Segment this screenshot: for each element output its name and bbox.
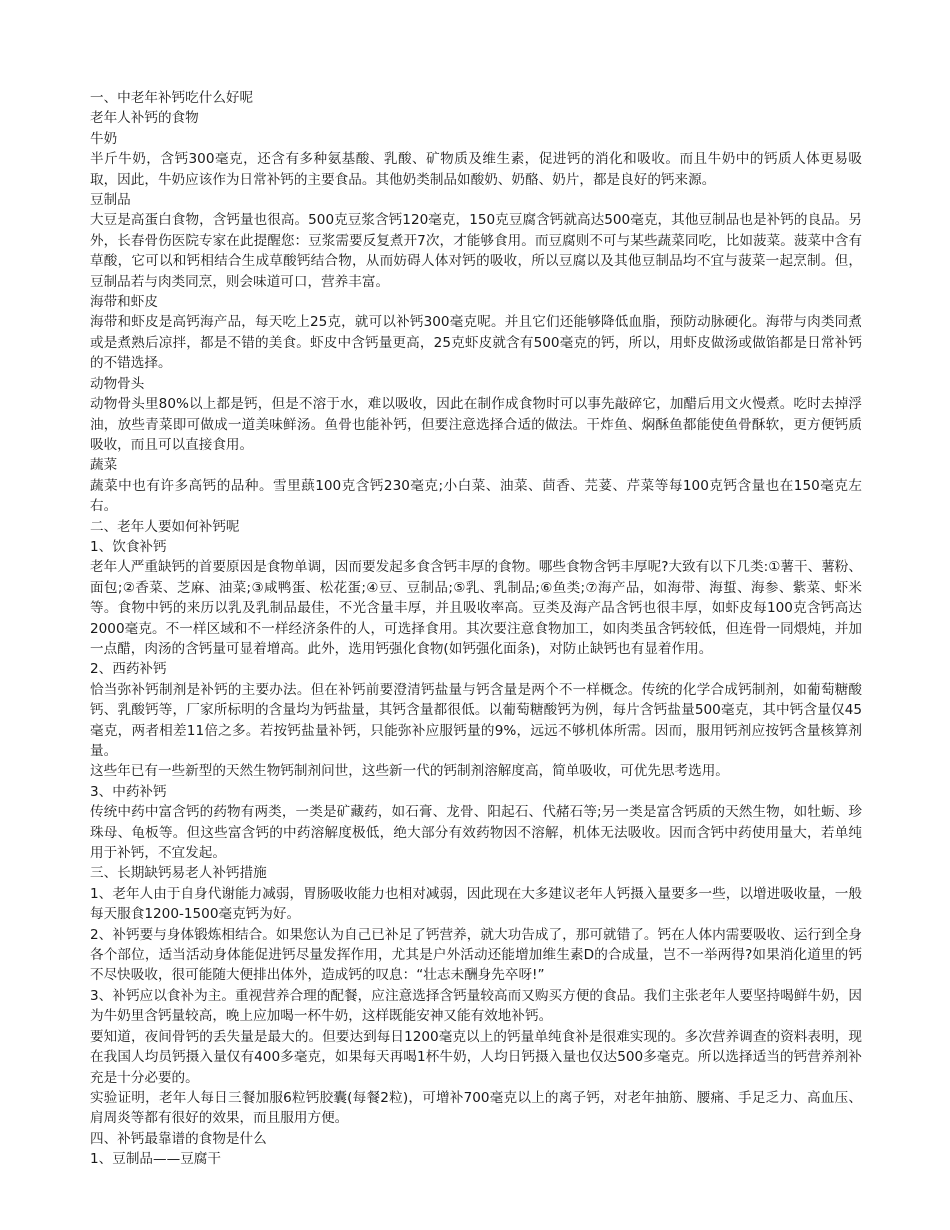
heading-section-3: 三、长期缺钙易老人补钙措施 [90,865,267,882]
heading-section-1: 一、中老年补钙吃什么好呢 [90,90,254,106]
paragraph-bones: 动物骨头里80%以上都是钙，但是不溶于水，难以吸收，因此在制作成食物时可以事先敲碎它，加醋后用文火慢煮。吃时去掉浮油，放些青菜即可做成一道美味鲜汤。鱼骨也能补钙，但要注意选择合适的做法。干炸鱼、焖酥鱼都能使鱼骨酥软，更方便钙质吸收，而且可以直接食用。 [90,396,862,453]
heading-section-4: 四、补钙最靠谱的食物是什么 [90,1130,267,1147]
paragraph-soy: 大豆是高蛋白食物，含钙量也很高。500克豆浆含钙120毫克，150克豆腐含钙就高达500毫克，其他豆制品也是补钙的良品。另外，长春骨伤医院专家在此提醒您：豆浆需要反复煮开7次，才能够食用。而豆腐则不可与某些蔬菜同吃，比如菠菜。菠菜中含有草酸，它可以和钙相结合生成草酸钙结合物，从而妨碍人体对钙的吸收，所以豆腐以及其他豆制品均不宜与菠菜一起烹制。但，豆制品若与肉类同烹，则会味道可口，营养丰富。 [90,212,862,290]
paragraph-chinese-medicine: 传统中药中富含钙的药物有两类，一类是矿藏药，如石膏、龙骨、阳起石、代赭石等;另一类是富含钙质的天然生物，如牡蛎、珍珠母、龟板等。但这些富含钙的中药溶解度极低，绝大部分有效药物因不溶解，机体无法吸收。因而含钙中药使用量大，若单纯用于补钙，不宜发起。 [90,804,862,862]
heading-chinese-medicine: 3、中药补钙 [90,783,167,800]
heading-kelp-shrimp: 海带和虾皮 [90,294,158,311]
heading-tofu: 1、豆制品——豆腐干 [90,1151,221,1168]
paragraph-western-medicine: 恰当弥补钙制剂是补钙的主要办法。但在补钙前要澄清钙盐量与钙含量是两个不一样概念。传统的化学合成钙制剂，如葡萄糖酸钙、乳酸钙等，厂家所标明的含量均为钙盐量，其钙含量都很低。以葡萄糖酸钙为例，每片含钙盐量500毫克，其中钙含量仅45毫克，两者相差11倍之多。若按钙盐量补钙，只能弥补应服钙量的9%，远远不够机体所需。因而，服用钙剂应按钙含量核算剂量。 [90,681,862,759]
paragraph-night-loss: 要知道，夜间骨钙的丢失量是最大的。但要达到每日1200毫克以上的钙量单纯食补是很难实现的。多次营养调查的资料表明，现在我国人均员钙摄入量仅有400多毫克，如果每天再喝1杯牛奶，人均日钙摄入量也仅达500多毫克。所以选择适当的钙营养剂补充是十分必要的。 [90,1028,862,1086]
paragraph-measure-3: 3、补钙应以食补为主。重视营养合理的配餐，应注意选择含钙量较高而又购买方便的食品。我们主张老年人要坚持喝鲜牛奶，因为牛奶里含钙量较高，晚上应加喝一杯牛奶，这样既能安神又能有效地补钙。 [90,987,862,1025]
heading-soy: 豆制品 [90,192,131,209]
paragraph-diet: 老年人严重缺钙的首要原因是食物单调，因而要发起多食含钙丰厚的食物。哪些食物含钙丰厚呢?大致有以下几类:①薯干、薯粉、面包;②香菜、芝麻、油菜;③咸鸭蛋、松花蛋;④豆、豆制品;⑤乳、乳制品;⑥鱼类;⑦海产品，如海带、海蜇、海参、紫菜、虾米等。食物中钙的来历以乳及乳制品最佳，不光含量丰厚，并且吸收率高。豆类及海产品含钙也很丰厚，如虾皮每100克含钙高达2000毫克。不一样区域和不一样经济条件的人，可选择食用。其次要注意食物加工，如肉类虽含钙较低，但连骨一同煨炖，并加一点醋，肉汤的含钙量可显着增高。此外，选用钙强化食物(如钙强化面条)，对防止缺钙也有显着作用。 [90,559,862,657]
paragraph-kelp-shrimp: 海带和虾皮是高钙海产品，每天吃上25克，就可以补钙300毫克呢。并且它们还能够降低血脂，预防动脉硬化。海带与肉类同煮或是煮熟后凉拌，都是不错的美食。虾皮中含钙量更高，25克虾皮就含有500毫克的钙，所以，用虾皮做汤或做馅都是日常补钙的不错选择。 [90,314,862,372]
heading-diet: 1、饮食补钙 [90,538,167,555]
subheading-foods: 老年人补钙的食物 [90,110,199,127]
heading-bones: 动物骨头 [90,375,145,392]
paragraph-measure-2: 2、补钙要与身体锻炼相结合。如果您认为自己已补足了钙营养，就大功告成了，那可就错了。钙在人体内需要吸收、运行到全身各个部位，适当活动身体能促进钙尽量发挥作用，尤其是户外活动还能增加维生素D的合成量，岂不一举两得?如果消化道里的钙不尽快吸收，很可能随大便排出体外，造成钙的叹息：“壮志未酬身先卒呀!” [90,926,862,984]
paragraph-measure-1: 1、老年人由于自身代谢能力减弱，胃肠吸收能力也相对减弱，因此现在大多建议老年人钙摄入量要多一些，以增进吸收量，一般每天服食1200-1500毫克钙为好。 [90,885,862,923]
heading-section-2: 二、老年人要如何补钙呢 [90,518,240,535]
paragraph-vegetables: 蔬菜中也有许多高钙的品种。雪里蕻100克含钙230毫克;小白菜、油菜、茴香、芫荽、芹菜等每100克钙含量也在150毫克左右。 [90,477,862,515]
heading-vegetables: 蔬菜 [90,457,118,474]
heading-milk: 牛奶 [90,130,118,147]
heading-western-medicine: 2、西药补钙 [90,661,167,678]
paragraph-milk: 半斤牛奶，含钙300毫克，还含有多种氨基酸、乳酸、矿物质及维生素，促进钙的消化和吸收。而且牛奶中的钙质人体更易吸取，因此，牛奶应该作为日常补钙的主要食品。其他奶类制品如酸奶、奶酪、奶片，都是良好的钙来源。 [90,151,862,188]
paragraph-experiment: 实验证明，老年人每日三餐加服6粒钙胶囊(每餐2粒)，可增补700毫克以上的离子钙，对老年抽筋、腰痛、手足乏力、高血压、肩周炎等都有很好的效果，而且服用方便。 [90,1089,862,1127]
paragraph-new-supplements: 这些年已有一些新型的天然生物钙制剂问世，这些新一代的钙制剂溶解度高，简单吸收，可优先思考选用。 [90,763,729,780]
